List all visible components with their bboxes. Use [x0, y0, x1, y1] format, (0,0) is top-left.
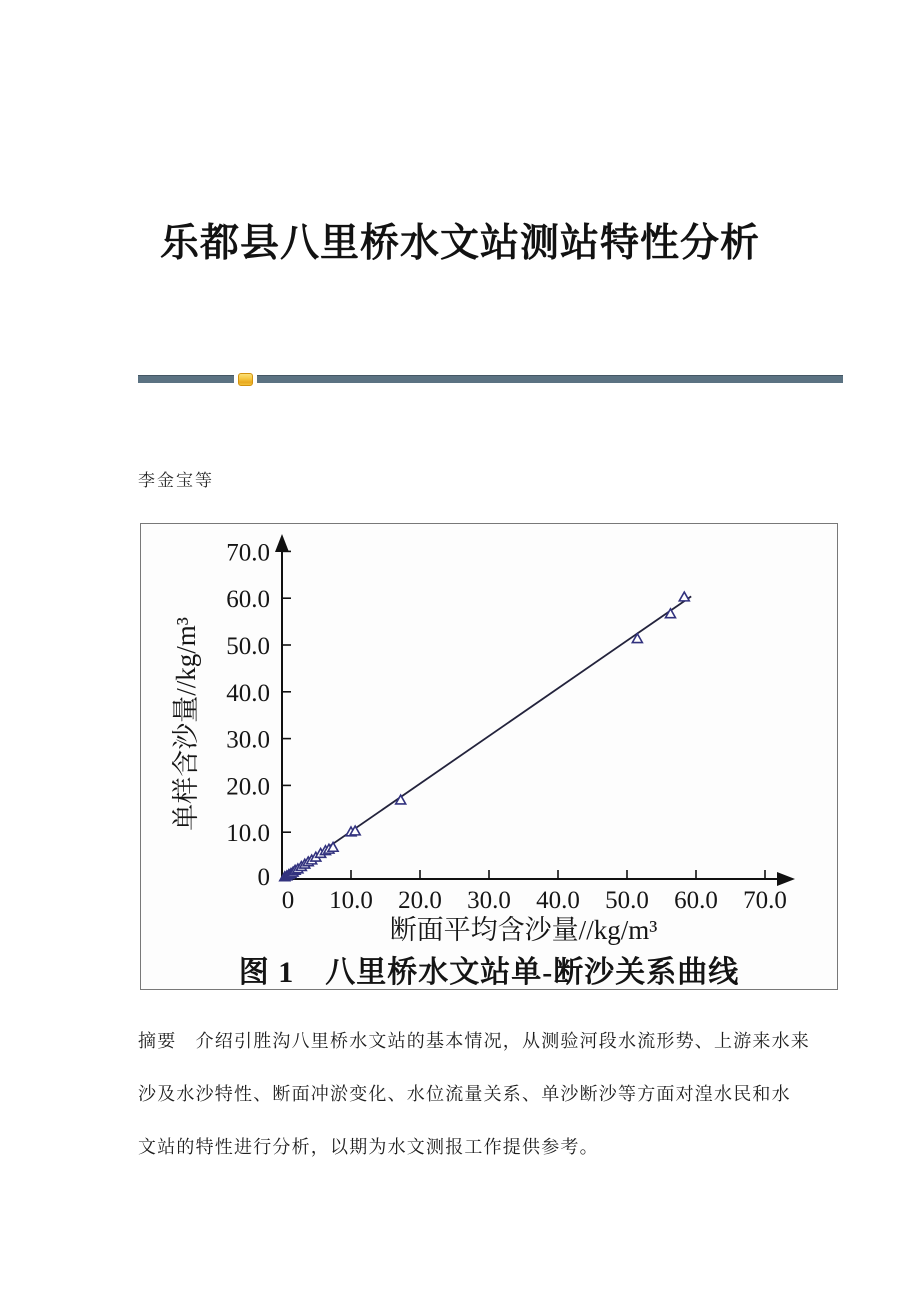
y-axis-label: 单样含沙量//kg/m³ — [171, 617, 201, 831]
chart-text-label: 70.0 — [743, 887, 787, 914]
x-axis-arrow-icon — [777, 872, 795, 886]
abstract-line: 文站的特性进行分析，以期为水文测报工作提供参考。 — [138, 1137, 599, 1157]
chart-text-label: 10.0 — [226, 820, 270, 848]
chart-text-label: 30.0 — [226, 726, 270, 754]
figure-block — [140, 523, 838, 990]
sediment-relation-chart — [141, 524, 837, 952]
abstract-line: 摘要 介绍引胜沟八里桥水文站的基本情况，从测验河段水流形势、上游来水来 — [138, 1031, 810, 1051]
chart-text-label: 20.0 — [398, 887, 442, 914]
chart-text-label: 0 — [281, 887, 295, 914]
page-title: 乐都县八里桥水文站测站特性分析 — [159, 222, 760, 265]
abstract — [138, 1015, 810, 1174]
abstract-line: 沙及水沙特性、断面冲淤变化、水位流量关系、单沙断沙等方面对湟水民和水 — [138, 1084, 791, 1104]
chart-text-label: 50.0 — [226, 633, 270, 660]
fit-line — [282, 596, 691, 879]
chart-text-label: 20.0 — [226, 773, 270, 801]
data-point-triangle — [679, 592, 689, 601]
chart-text-label: 60.0 — [674, 887, 718, 914]
chart-text-label: 0 — [257, 864, 270, 891]
divider-bar-left — [138, 375, 234, 383]
x-axis-label: 断面平均含沙量//kg/m³ — [389, 915, 658, 945]
section-divider — [138, 371, 843, 387]
chart-text-label: 30.0 — [467, 887, 511, 914]
chart-text-label: 40.0 — [536, 887, 580, 914]
chart-text-label: 50.0 — [605, 887, 649, 914]
figure-caption: 图 1 八里桥水文站单-断沙关系曲线 — [238, 956, 740, 989]
chart-text-label: 70.0 — [226, 539, 270, 567]
divider-ornament-icon — [238, 373, 253, 386]
divider-bar-right — [257, 375, 843, 383]
y-axis-arrow-icon — [275, 534, 289, 552]
chart-text-label: 60.0 — [226, 586, 270, 614]
chart-text-label: 40.0 — [226, 679, 270, 707]
chart-text-label: 10.0 — [329, 887, 373, 914]
author-line: 李金宝等 — [138, 471, 214, 490]
